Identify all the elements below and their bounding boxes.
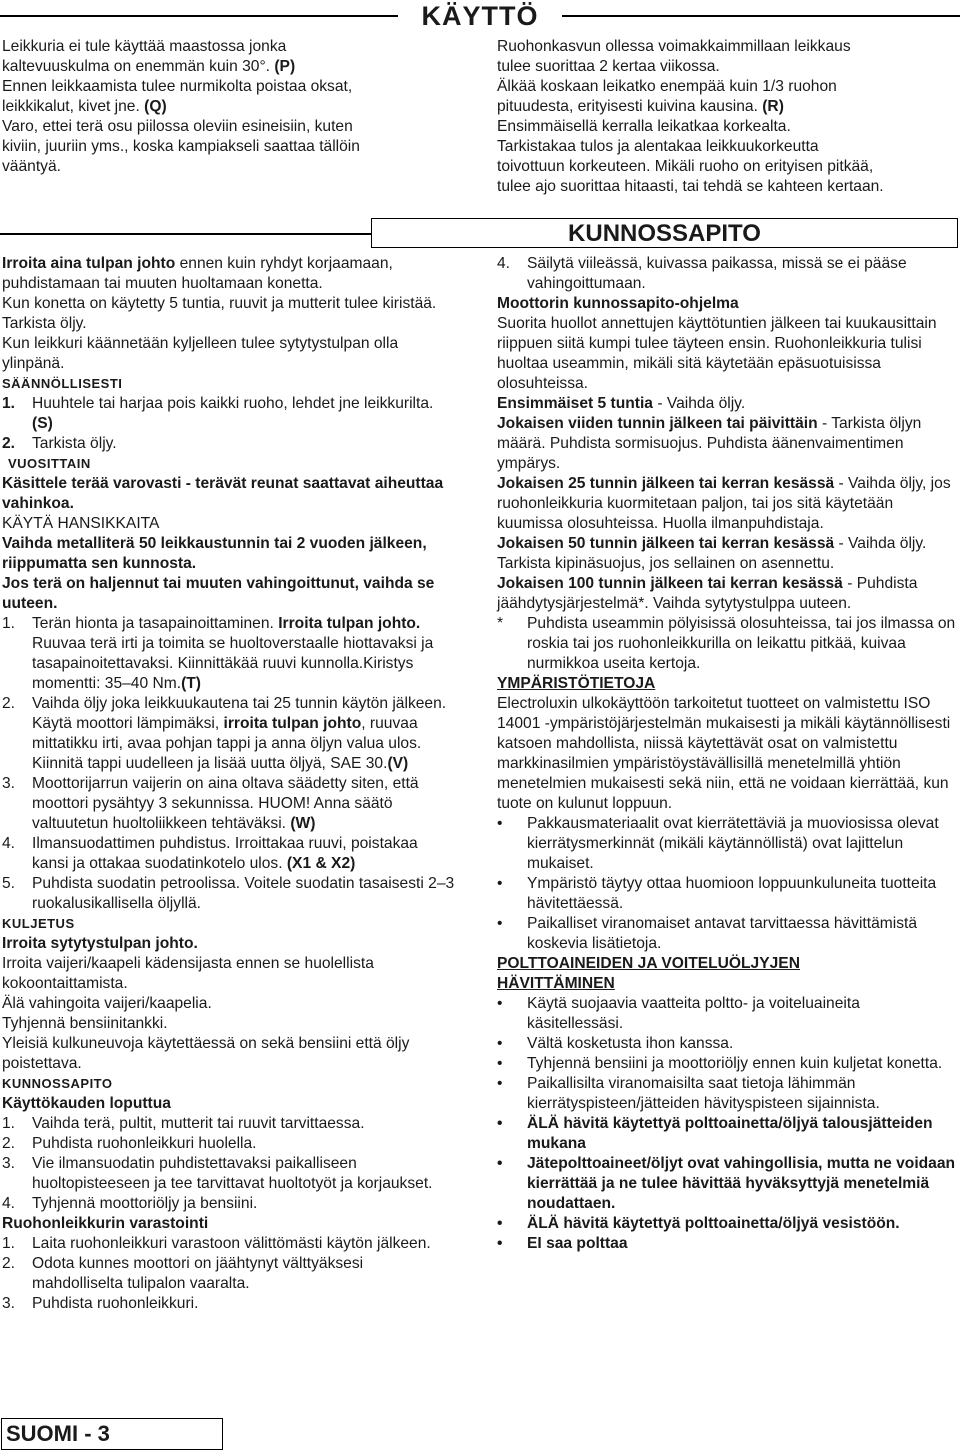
list-item [497, 1054, 959, 1074]
text-line: • [497, 995, 503, 1012]
text-line: • [497, 1115, 503, 1132]
text-line: - Vaihda öljy. Tarkista kipinäsuojus, jos sellainen on asennettu. [497, 535, 927, 572]
text-line: Vie ilmansuodatin puhdistettavaksi paikalliseen huoltopisteeseen ja tee tarvittavat huoltotyöt ja korjaukset. [32, 1155, 433, 1192]
text-line: , ruuvaa mittatikku irti, avaa pohjan tappi ja anna öljyn valua ulos. Kiinnitä tappi uudelleen ja lisää uutta öljyä, SAE 30. [32, 715, 422, 772]
list-item [497, 994, 959, 1034]
text-line: Paikalliset viranomaiset antavat tarvittaessa hävittämistä koskevia lisätietoja. [527, 915, 918, 952]
text-line: 3. [2, 1155, 16, 1172]
text-line: Leikkuria ei tule käyttää maastossa jonka [2, 38, 287, 55]
text-line: Puhdista ruohonleikkuri. [32, 1295, 199, 1312]
text-line: 1. [2, 395, 16, 412]
text-line: Älä vahingoita vaijeri/kaapelia. [2, 995, 212, 1012]
text-line: Jokaisen viiden tunnin jälkeen tai päivittäin [497, 415, 818, 432]
text-line: Yleisiä kulkuneuvoja käytettäessä on sekä bensiini että öljy poistettava. [2, 1035, 410, 1072]
text-line: Ruohonkasvun ollessa voimakkaimmillaan leikkaus [497, 38, 851, 55]
text-line: Varo, ettei terä osu piilossa oleviin esineisiin, kuten [2, 118, 353, 135]
text-line: Jätepolttoaineet/öljyt ovat vahingollisia, mutta ne voidaan kierrättää ja ne tulee hävittää hyväksyttyjä menetelmiä noudattaen. [527, 1155, 956, 1212]
section-header-kunnossapito [0, 218, 960, 250]
text-line: tulee ajo suorittaa hitaasti, tai tehdä se kahteen kertaan. [497, 178, 884, 195]
text-line: Kun konetta on käytetty 5 tuntia, ruuvit ja mutterit tulee kiristää. [2, 295, 437, 312]
text-line: Kun leikkuri käännetään kyljelleen tulee sytytystulpan olla ylinpänä. [2, 335, 399, 372]
text-line: KÄYTÄ HANSIKKAITA [2, 515, 160, 532]
heading-saannollisesti: SÄÄNNÖLLISESTI [2, 376, 123, 391]
text-line: Tarkista öljy. [2, 315, 87, 332]
text-line: kaltevuuskulma on enemmän kuin 30°. [2, 58, 271, 75]
list-item [497, 1154, 959, 1214]
text-line: Tarkista öljy. [32, 435, 117, 452]
text-line: - Vaihda öljy, jos ruohonleikkuria kuormitetaan paljon, tai jos sitä käytetään kuumissa olosuhteissa. Huolla ilmanpuhdistaja. [497, 475, 951, 532]
text-line: Irroita vaijeri/kaapeli kädensijasta ennen se huolellista kokoontaittamista. [2, 955, 374, 992]
text-line: (W) [286, 815, 316, 832]
text-line: • [497, 1035, 503, 1052]
text-line: Paikallisilta viranomaisilta saat tietoja lähimmän kierrätyspisteen/jätteiden hävityspisteen sijainnista. [527, 1075, 880, 1112]
text-line: tulee suorittaa 2 kertaa viikossa. [497, 58, 720, 75]
text-line: vääntyä. [2, 158, 61, 175]
page-footer-label: SUOMI - 3 [1, 1418, 223, 1450]
list-item [497, 814, 959, 874]
heading-polttoaineiden: POLTTOAINEIDEN JA VOITELUÖLJYJEN HÄVITTÄMINEN [497, 955, 800, 992]
list-item [497, 1034, 959, 1054]
text-line: 2. [2, 1255, 16, 1272]
text-line: • [497, 875, 503, 892]
text-line: Huuhtele tai harjaa pois kaikki ruoho, lehdet jne leikkurilta. [32, 395, 434, 412]
text-line: Laita ruohonleikkuri varastoon välittömästi käytön jälkeen. [32, 1235, 431, 1252]
text-line: 1. [2, 615, 16, 632]
header-rule-left [0, 15, 398, 17]
text-line: leikkikalut, kivet jne. [2, 98, 140, 115]
kaytto-left-column [2, 37, 462, 177]
page-title: KÄYTTÖ [421, 1, 539, 31]
text-line: 3. [2, 775, 16, 792]
text-line: • [497, 1155, 503, 1172]
list-item [497, 914, 959, 954]
text-line: Suorita huollot annettujen käyttötuntien jälkeen tai kuukausittain riippuen siitä kumpi tulee täyteen ensin. Ruohonleikkuria tulisi huoltaa useammin, mikäli sitä käytetään epäsuotuisissa olosuhteissa. [497, 315, 937, 392]
text-line: Käytä suojaavia vaatteita poltto- ja voiteluaineita käsitellessäsi. [527, 995, 860, 1032]
text-line: toivottuun korkeuteen. Mikäli ruoho on erityisen pitkää, [497, 158, 874, 175]
text-line: Pakkausmateriaalit ovat kierrätettäviä ja muoviosissa olevat kierrätysmerkinnät (mikäli käytännöllistä) ovat lajittelun mukaiset. [527, 815, 939, 872]
list-item [497, 1114, 959, 1154]
text-line: Puhdista useammin pölyisissä olosuhteissa, tai jos ilmassa on roskia tai jos ruohonleikkurilla on leikattu pitkää, kuivaa nurmikkoa useita kertoja. [527, 615, 956, 672]
text-line: Jokaisen 25 tunnin jälkeen tai kerran kesässä [497, 475, 835, 492]
text-line: - Tarkista öljyn määrä. Puhdista sormisuojus. Puhdista äänenvaimentimen ympärys. [497, 415, 922, 472]
text-line: Jos terä on haljennut tai muuten vahingoittunut, vaihda se uuteen. [2, 575, 435, 612]
text-line: Ensimmäiset 5 tuntia [497, 395, 653, 412]
text-line: 1. [2, 1115, 16, 1132]
text-line: Vaihda metalliterä 50 leikkaustunnin tai 2 vuoden jälkeen, riippumatta sen kunnosta. [2, 535, 427, 572]
text-line: ennen kuin ryhdyt korjaamaan, puhdistamaan tai muuten huoltamaan konetta. [2, 255, 393, 292]
heading-ymparistotietoja: YMPÄRISTÖTIETOJA [497, 675, 656, 692]
text-line: (V) [387, 755, 409, 772]
text-line: Irroita aina tulpan johto [2, 255, 176, 272]
kunnossapito-title: KUNNOSSAPITO [568, 220, 761, 247]
text-line: 2. [2, 695, 16, 712]
text-line: Käsittele terää varovasti - terävät reunat saattavat aiheuttaa vahinkoa. [2, 475, 444, 512]
text-line: Älkää koskaan leikatko enempää kuin 1/3 ruohon [497, 78, 837, 95]
text-line: ÄLÄ hävitä käytettyä polttoainetta/öljyä vesistöön. [527, 1215, 900, 1232]
text-line: Puhdista suodatin petroolissa. Voitele suodatin tasaisesti 2–3 ruokalusikallisella öljyllä. [32, 875, 455, 912]
text-line: Tarkistakaa tulos ja alentakaa leikkuukorkeutta [497, 138, 819, 155]
text-line: Moottorin kunnossapito-ohjelma [497, 295, 739, 312]
text-line: Ruohonleikkurin varastointi [2, 1215, 209, 1232]
text-line: - Puhdista jäähdytysjärjestelmä*. Vaihda sytytystulppa uuteen. [497, 575, 918, 612]
text-line: 5. [2, 875, 16, 892]
text-line: Tyhjennä moottoriöljy ja bensiini. [32, 1195, 258, 1212]
text-line: Tyhjennä bensiinitankki. [2, 1015, 168, 1032]
text-line: (R) [757, 98, 784, 115]
text-line: Irroita sytytystulpan johto. [2, 935, 198, 952]
text-line: Odota kunnes moottori on jäähtynyt välttyäksesi mahdolliselta tulipalon vaaralta. [32, 1255, 364, 1292]
text-line: Vältä kosketusta ihon kanssa. [527, 1035, 734, 1052]
text-line: 4. [2, 1195, 16, 1212]
text-line: • [497, 915, 503, 932]
text-line: Vaihda öljy joka leikkuukautena tai 25 tunnin käytön jälkeen. Käytä moottori lämpimäksi, [32, 695, 447, 732]
text-line: Ruuvaa terä irti ja toimita se huoltoverstaalle hiottavaksi ja tasapainoitettavaksi. Kiinnittäkää ruuvi kunnolla.Kiristys momentti: 35–40 Nm. [32, 635, 434, 692]
text-line: • [497, 1215, 503, 1232]
list-item [497, 1214, 959, 1234]
heading-kuljetus: KULJETUS [2, 916, 75, 931]
text-line: 4. [2, 835, 16, 852]
heading-vuosittain: VUOSITTAIN [8, 456, 91, 471]
header-rule-right [562, 15, 960, 17]
kunnossapito-rule [0, 233, 371, 235]
text-line: Irroita tulpan johto. [278, 615, 421, 632]
text-line: Tyhjennä bensiini ja moottoriöljy ennen kuin kuljetat konetta. [527, 1055, 943, 1072]
text-line: 1. [2, 1235, 16, 1252]
text-line: Jokaisen 100 tunnin jälkeen tai kerran kesässä [497, 575, 843, 592]
text-line: • [497, 1055, 503, 1072]
text-line: (T) [181, 675, 201, 692]
text-line: • [497, 815, 503, 832]
text-line: EI saa polttaa [527, 1235, 628, 1252]
text-line: * [497, 615, 504, 632]
heading-kunnossapito: KUNNOSSAPITO [2, 1076, 113, 1091]
text-line: (P) [270, 58, 296, 75]
text-line: Säilytä viileässä, kuivassa paikassa, missä se ei pääse vahingoittumaan. [527, 255, 907, 292]
text-line: Moottorijarrun vaijerin on aina oltava säädetty siten, että moottori pysähtyy 3 sekunnissa. HUOM! Anna säätö valtuutetun huoltoliikkeen tehtäväksi. [32, 775, 419, 832]
text-line: 2. [2, 1135, 16, 1152]
text-line: - Vaihda öljy. [652, 395, 746, 412]
text-line: Käyttökauden loputtua [2, 1095, 171, 1112]
text-line: (Q) [139, 98, 167, 115]
text-line: • [497, 1235, 503, 1252]
text-line: pituudesta, erityisesti kuivina kausina. [497, 98, 758, 115]
text-line: Ennen leikkaamista tulee nurmikolta poistaa oksat, [2, 78, 353, 95]
text-line: (X1 & X2) [282, 855, 356, 872]
maintenance-right-column [497, 254, 959, 1254]
text-line: Ilmansuodattimen puhdistus. Irroittakaa ruuvi, poistakaa kansi ja ottakaa suodatinkotelo ulos. [32, 835, 418, 872]
text-line: Vaihda terä, pultit, mutterit tai ruuvit tarvittaessa. [32, 1115, 365, 1132]
text-line: ÄLÄ hävitä käytettyä polttoainetta/öljyä talousjätteiden mukana [527, 1115, 933, 1152]
text-line: 3. [2, 1295, 16, 1312]
text-line: 2. [2, 435, 16, 452]
text-line: Jokaisen 50 tunnin jälkeen tai kerran kesässä [497, 535, 835, 552]
text-line: Electroluxin ulkokäyttöön tarkoitetut tuotteet on valmistettu ISO 14001 -ympäristöjärjestelmän mukaisesti ja mikäli käytännöllisesti katsoen mahdollista, niissä käytettävät osat on valmistettu markkinasilmien ympäristöystävällisillä menetelmillä yhtiön menetelmien mukaisesti sekä niin, että ne voidaan kierrättää, kun tuote on kulunut loppuun. [497, 695, 951, 812]
text-line: irroita tulpan johto [223, 715, 362, 732]
text-line: Ympäristö täytyy ottaa huomioon loppuunkuluneita tuotteita hävitettäessä. [527, 875, 937, 912]
kaytto-right-column [497, 37, 959, 197]
text-line: Terän hionta ja tasapainoittaminen. [32, 615, 279, 632]
text-line: (S) [32, 415, 53, 432]
text-line: kiviin, juuriin yms., koska kampiakseli saattaa tällöin [2, 138, 360, 155]
list-item [497, 1234, 959, 1254]
text-line: • [497, 1075, 503, 1092]
maintenance-left-column [2, 254, 457, 1314]
section-header-kaytto [0, 0, 960, 32]
text-line: Puhdista ruohonleikkuri huolella. [32, 1135, 257, 1152]
list-item [497, 1074, 959, 1114]
text-line: Ensimmäisellä kerralla leikatkaa korkealta. [497, 118, 791, 135]
list-item [497, 874, 959, 914]
text-line: 4. [497, 255, 511, 272]
